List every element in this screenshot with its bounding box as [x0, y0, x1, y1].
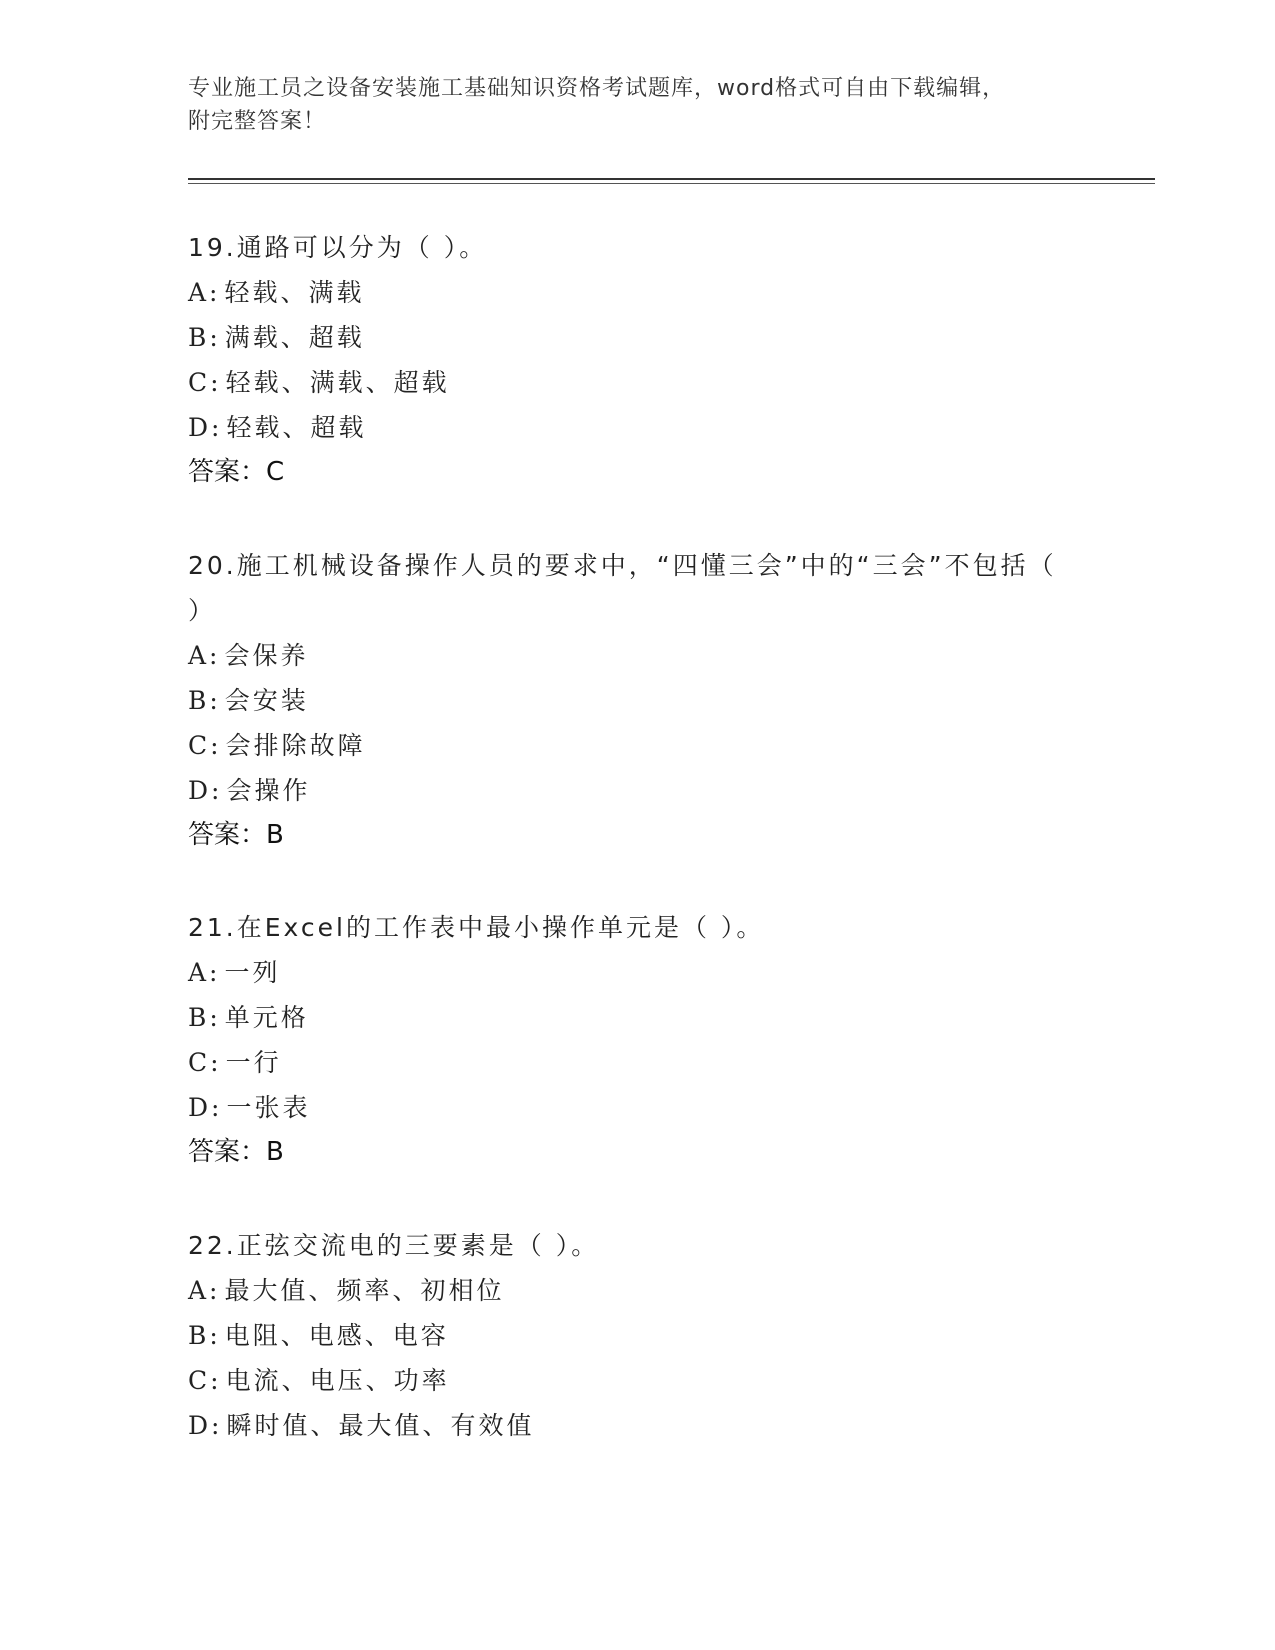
- header-divider-thick: [188, 178, 1155, 180]
- option-letter: D:: [188, 1411, 223, 1440]
- question-number: 21.: [188, 913, 237, 942]
- option-letter: A:: [188, 641, 221, 670]
- question-22: [188, 1223, 1108, 1448]
- option-letter: A:: [188, 1276, 221, 1305]
- answer: 答案：B: [188, 1137, 284, 1167]
- option-text: 轻载、满载: [224, 278, 365, 307]
- question-19: [188, 225, 1108, 495]
- question-20: [188, 543, 1068, 858]
- question-number: 22.: [188, 1231, 237, 1260]
- option-d: [188, 1403, 1108, 1448]
- option-text: 轻载、满载、超载: [225, 368, 450, 397]
- option-text: 最大值、频率、初相位: [224, 1276, 505, 1305]
- header-line-2: 附完整答案！: [188, 109, 327, 134]
- option-text: 一列: [224, 958, 281, 987]
- question-text: [188, 225, 1108, 270]
- option-text: 满载、超载: [224, 323, 365, 352]
- option-c: [188, 723, 1068, 768]
- option-d: [188, 405, 1108, 450]
- option-letter: B:: [188, 323, 221, 352]
- question-stem: 施工机械设备操作人员的要求中，“四懂三会”中的“三会”不包括（ ）: [188, 551, 1057, 625]
- option-letter: A:: [188, 278, 221, 307]
- option-a: [188, 270, 1108, 315]
- option-b: [188, 995, 1108, 1040]
- question-stem: 在Excel的工作表中最小操作单元是（ ）。: [236, 913, 765, 942]
- option-text: 会排除故障: [225, 731, 366, 760]
- option-text: 电流、电压、功率: [225, 1366, 450, 1395]
- option-text: 一张表: [226, 1093, 311, 1122]
- option-letter: B:: [188, 686, 221, 715]
- header-line-1: 专业施工员之设备安装施工基础知识资格考试题库，word格式可自由下载编辑，: [188, 76, 1006, 101]
- option-a: [188, 950, 1108, 995]
- option-letter: D:: [188, 776, 223, 805]
- option-c: [188, 360, 1108, 405]
- option-b: [188, 678, 1068, 723]
- option-letter: C:: [188, 1366, 222, 1395]
- option-letter: B:: [188, 1321, 221, 1350]
- option-text: 会操作: [226, 776, 311, 805]
- option-letter: C:: [188, 731, 222, 760]
- question-text: [188, 1223, 1108, 1268]
- question-21: [188, 905, 1108, 1175]
- option-c: [188, 1040, 1108, 1085]
- option-d: [188, 1085, 1108, 1130]
- option-a: [188, 633, 1068, 678]
- question-number: 20.: [188, 551, 237, 580]
- option-letter: A:: [188, 958, 221, 987]
- option-b: [188, 315, 1108, 360]
- option-text: 一行: [225, 1048, 282, 1077]
- option-b: [188, 1313, 1108, 1358]
- question-text: [188, 905, 1108, 950]
- answer: 答案：B: [188, 820, 284, 850]
- option-d: [188, 768, 1068, 813]
- option-letter: B:: [188, 1003, 221, 1032]
- option-a: [188, 1268, 1108, 1313]
- option-text: 瞬时值、最大值、有效值: [226, 1411, 535, 1440]
- option-text: 轻载、超载: [226, 413, 367, 442]
- answer: 答案：C: [188, 457, 285, 487]
- option-letter: C:: [188, 368, 222, 397]
- option-text: 电阻、电感、电容: [224, 1321, 449, 1350]
- option-text: 会保养: [224, 641, 309, 670]
- option-c: [188, 1358, 1108, 1403]
- option-letter: D:: [188, 1093, 223, 1122]
- option-text: 单元格: [224, 1003, 309, 1032]
- question-stem: 正弦交流电的三要素是（ ）。: [236, 1231, 600, 1260]
- option-text: 会安装: [224, 686, 309, 715]
- question-number: 19.: [188, 233, 237, 262]
- option-letter: D:: [188, 413, 223, 442]
- document-header: [188, 72, 1088, 138]
- question-stem: 通路可以分为（ ）。: [236, 233, 488, 262]
- header-divider-thin: [188, 183, 1155, 184]
- option-letter: C:: [188, 1048, 222, 1077]
- question-text: [188, 543, 1068, 633]
